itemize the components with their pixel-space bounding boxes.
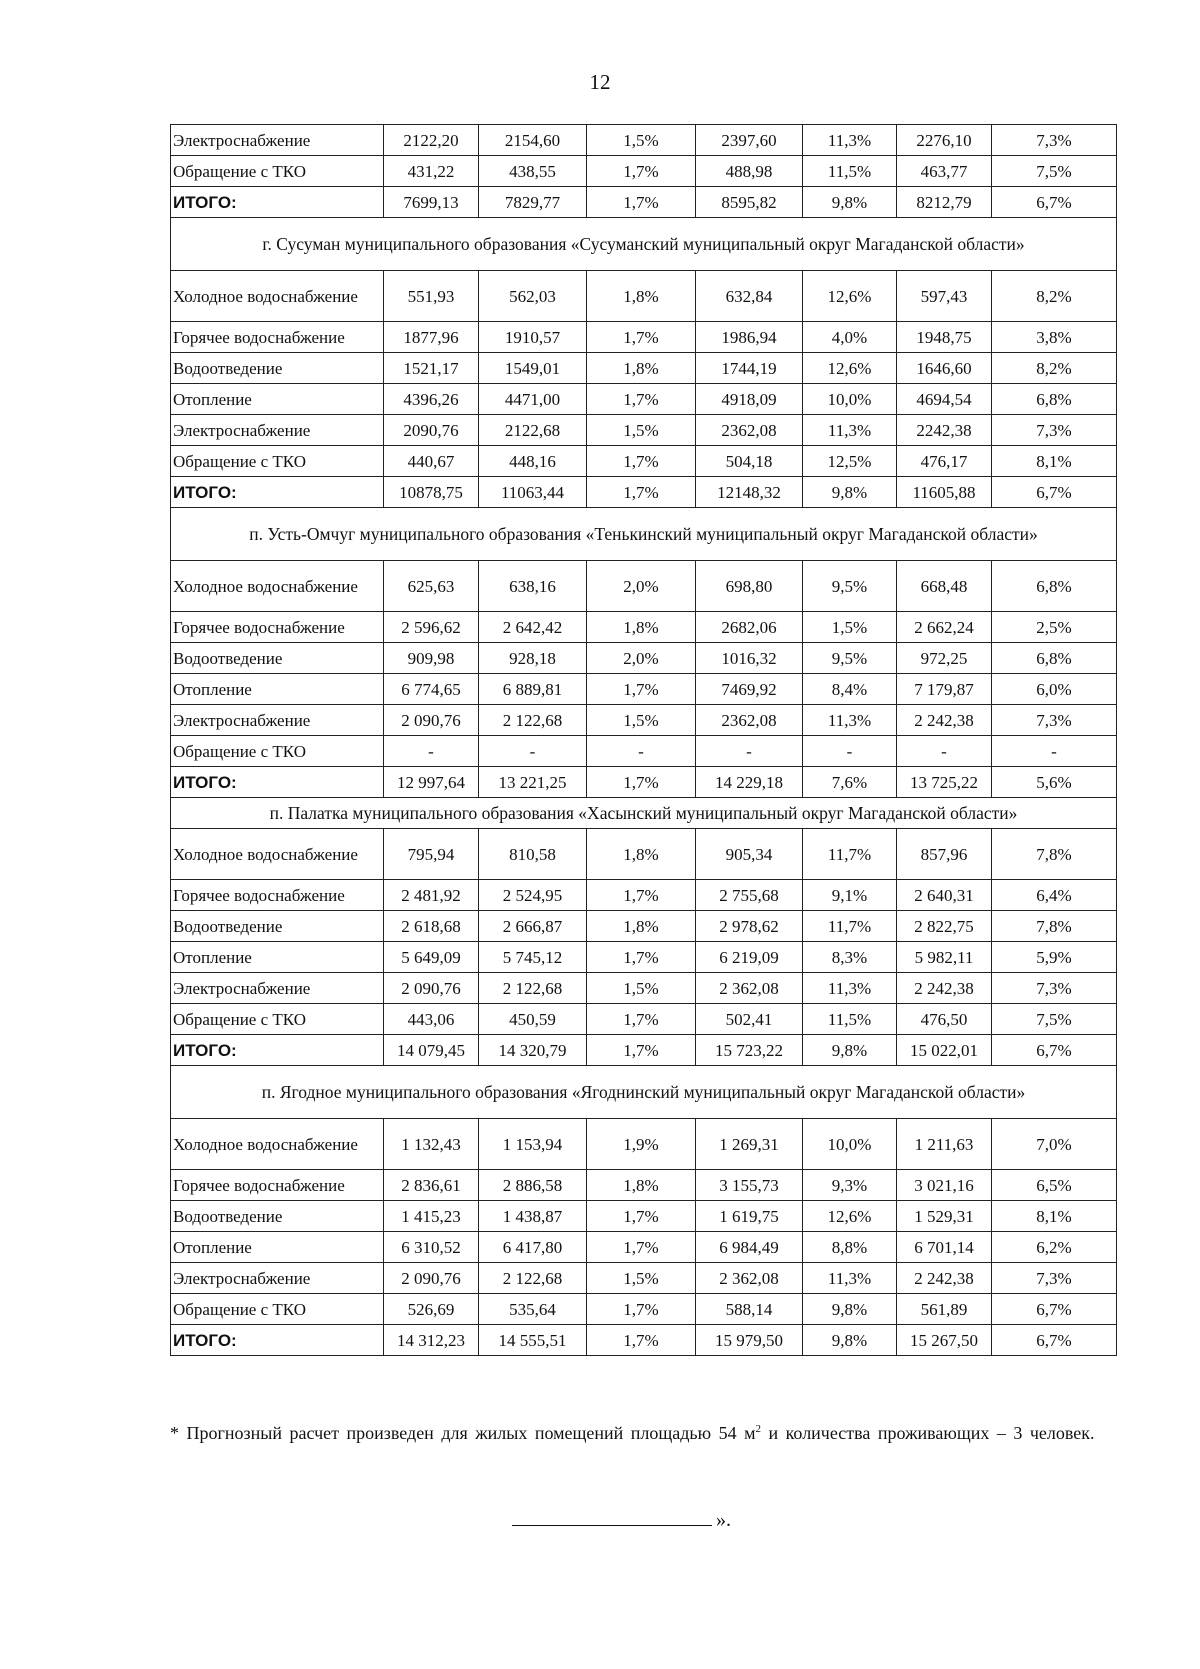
table-cell: 9,3% (803, 1170, 897, 1201)
table-cell: 9,8% (803, 187, 897, 218)
table-row (171, 1119, 1117, 1170)
table-cell: 1549,01 (479, 353, 587, 384)
table-cell: 2122,20 (384, 125, 479, 156)
table-cell: 2 978,62 (696, 911, 803, 942)
table-cell: 535,64 (479, 1294, 587, 1325)
service-name: Холодное водоснабжение (171, 271, 384, 322)
table-cell: 2090,76 (384, 415, 479, 446)
table-cell: 1,8% (587, 1170, 696, 1201)
service-name: Горячее водоснабжение (171, 1170, 384, 1201)
footnote-text: * Прогнозный расчет произведен для жилых помещений площадью 54 м (170, 1423, 756, 1443)
table-cell: 5,6% (992, 767, 1117, 798)
table-row (171, 705, 1117, 736)
table-cell: 504,18 (696, 446, 803, 477)
table-cell: 7699,13 (384, 187, 479, 218)
table-cell: 15 022,01 (897, 1035, 992, 1066)
section-header-row (171, 798, 1117, 829)
table-cell: 2 090,76 (384, 973, 479, 1004)
table-cell: - (384, 736, 479, 767)
table-cell: 9,5% (803, 561, 897, 612)
table-row (171, 880, 1117, 911)
table-cell: 597,43 (897, 271, 992, 322)
table-cell: 2 242,38 (897, 705, 992, 736)
table-cell: 11605,88 (897, 477, 992, 508)
table-cell: 6 219,09 (696, 942, 803, 973)
table-cell: 1,7% (587, 1201, 696, 1232)
table-cell: 1,5% (587, 973, 696, 1004)
footnote-superscript: 2 (755, 1423, 761, 1435)
table-cell: 8,3% (803, 942, 897, 973)
signature-line (512, 1525, 712, 1526)
table-cell: 6,8% (992, 384, 1117, 415)
table-cell: 1,7% (587, 767, 696, 798)
table-cell: 2 666,87 (479, 911, 587, 942)
closing-mark (512, 1509, 731, 1532)
table-row (171, 829, 1117, 880)
table-cell: 1,8% (587, 911, 696, 942)
table-cell: 2 662,24 (897, 612, 992, 643)
table-cell: 1,9% (587, 1119, 696, 1170)
table-cell: 1,7% (587, 1004, 696, 1035)
table-cell: 632,84 (696, 271, 803, 322)
table-cell: 2,0% (587, 643, 696, 674)
table-cell: 502,41 (696, 1004, 803, 1035)
table-cell: 2362,08 (696, 705, 803, 736)
table-cell: 8,4% (803, 674, 897, 705)
section-header-row (171, 508, 1117, 561)
table-cell: 6,7% (992, 1294, 1117, 1325)
table-cell: 1,5% (803, 612, 897, 643)
table-cell: 15 979,50 (696, 1325, 803, 1356)
table-cell: 1646,60 (897, 353, 992, 384)
section-title: п. Палатка муниципального образования «Хасынский муниципальный округ Магаданской области» (171, 798, 1117, 829)
table-cell: 6,4% (992, 880, 1117, 911)
table-row (171, 942, 1117, 973)
table-cell: - (992, 736, 1117, 767)
table-cell: 1,7% (587, 322, 696, 353)
table-cell: 2 836,61 (384, 1170, 479, 1201)
table-cell: 1,7% (587, 156, 696, 187)
table-cell: 14 320,79 (479, 1035, 587, 1066)
table-cell: 1,8% (587, 612, 696, 643)
table-row (171, 1263, 1117, 1294)
table-cell: 7829,77 (479, 187, 587, 218)
total-label: ИТОГО: (171, 1035, 384, 1066)
table-cell: 3 021,16 (897, 1170, 992, 1201)
table-row (171, 156, 1117, 187)
table-cell: 1 415,23 (384, 1201, 479, 1232)
table-cell: 6,0% (992, 674, 1117, 705)
service-name: Обращение с ТКО (171, 446, 384, 477)
table-cell: 1,7% (587, 1035, 696, 1066)
table-cell: 488,98 (696, 156, 803, 187)
table-cell: 9,8% (803, 477, 897, 508)
table-cell: 4471,00 (479, 384, 587, 415)
table-cell: 476,50 (897, 1004, 992, 1035)
table-cell: 810,58 (479, 829, 587, 880)
table-row (171, 384, 1117, 415)
table-cell: 1,8% (587, 829, 696, 880)
table-cell: 1,7% (587, 1294, 696, 1325)
table-cell: 10,0% (803, 384, 897, 415)
table-cell: 14 229,18 (696, 767, 803, 798)
table-cell: 14 312,23 (384, 1325, 479, 1356)
table-row (171, 973, 1117, 1004)
table-cell: 7,5% (992, 1004, 1117, 1035)
tariff-table (170, 124, 1117, 1356)
table-cell: 1,7% (587, 880, 696, 911)
section-title: п. Ягодное муниципального образования «Ягоднинский муниципальный округ Магаданской области» (171, 1066, 1117, 1119)
table-cell: 8595,82 (696, 187, 803, 218)
table-cell: - (696, 736, 803, 767)
table-cell: 2122,68 (479, 415, 587, 446)
table-cell: - (587, 736, 696, 767)
table-cell: 8,1% (992, 1201, 1117, 1232)
table-cell: 8,8% (803, 1232, 897, 1263)
table-cell: 1 153,94 (479, 1119, 587, 1170)
page-number: 12 (589, 70, 611, 94)
tariff-table-body (171, 125, 1117, 1356)
table-cell: 561,89 (897, 1294, 992, 1325)
table-cell: 1 132,43 (384, 1119, 479, 1170)
table-row (171, 1201, 1117, 1232)
service-name: Отопление (171, 384, 384, 415)
table-cell: 11,3% (803, 973, 897, 1004)
total-row (171, 767, 1117, 798)
table-row (171, 322, 1117, 353)
service-name: Электроснабжение (171, 1263, 384, 1294)
service-name: Обращение с ТКО (171, 736, 384, 767)
table-cell: 476,17 (897, 446, 992, 477)
table-cell: 1 619,75 (696, 1201, 803, 1232)
table-cell: 625,63 (384, 561, 479, 612)
table-cell: 15 267,50 (897, 1325, 992, 1356)
table-cell: 1,7% (587, 1325, 696, 1356)
table-cell: 3,8% (992, 322, 1117, 353)
table-cell: 448,16 (479, 446, 587, 477)
service-name: Электроснабжение (171, 973, 384, 1004)
table-cell: 1,5% (587, 1263, 696, 1294)
table-cell: 6,7% (992, 187, 1117, 218)
table-cell: 2 481,92 (384, 880, 479, 911)
table-cell: 1,8% (587, 271, 696, 322)
table-cell: 14 555,51 (479, 1325, 587, 1356)
table-cell: 2154,60 (479, 125, 587, 156)
table-cell: 638,16 (479, 561, 587, 612)
table-cell: 440,67 (384, 446, 479, 477)
table-cell: 668,48 (897, 561, 992, 612)
total-label: ИТОГО: (171, 477, 384, 508)
table-cell: 7,3% (992, 415, 1117, 446)
table-row (171, 612, 1117, 643)
table-cell: 14 079,45 (384, 1035, 479, 1066)
section-header-row (171, 1066, 1117, 1119)
table-cell: 2 822,75 (897, 911, 992, 942)
table-cell: 2 640,31 (897, 880, 992, 911)
table-cell: 2 122,68 (479, 705, 587, 736)
section-title: п. Усть-Омчуг муниципального образования «Тенькинский муниципальный округ Магаданской области» (171, 508, 1117, 561)
table-cell: 463,77 (897, 156, 992, 187)
table-cell: 15 723,22 (696, 1035, 803, 1066)
table-cell: 8,2% (992, 271, 1117, 322)
service-name: Горячее водоснабжение (171, 880, 384, 911)
service-name: Электроснабжение (171, 125, 384, 156)
table-cell: 2 090,76 (384, 1263, 479, 1294)
table-cell: 1,5% (587, 705, 696, 736)
table-cell: 8,2% (992, 353, 1117, 384)
table-cell: 1986,94 (696, 322, 803, 353)
service-name: Водоотведение (171, 911, 384, 942)
table-cell: 972,25 (897, 643, 992, 674)
total-row (171, 477, 1117, 508)
table-row (171, 561, 1117, 612)
table-cell: 8,1% (992, 446, 1117, 477)
closing-quote: ». (716, 1509, 731, 1531)
table-cell: 1,5% (587, 125, 696, 156)
table-cell: 9,8% (803, 1035, 897, 1066)
table-cell: 1,7% (587, 674, 696, 705)
table-cell: 795,94 (384, 829, 479, 880)
table-cell: 7,3% (992, 705, 1117, 736)
table-cell: 2,5% (992, 612, 1117, 643)
table-row (171, 446, 1117, 477)
table-cell: - (803, 736, 897, 767)
service-name: Горячее водоснабжение (171, 322, 384, 353)
table-cell: 2397,60 (696, 125, 803, 156)
service-name: Обращение с ТКО (171, 1294, 384, 1325)
table-cell: 7,5% (992, 156, 1117, 187)
table-cell: 2,0% (587, 561, 696, 612)
service-name: Холодное водоснабжение (171, 829, 384, 880)
service-name: Холодное водоснабжение (171, 561, 384, 612)
table-cell: 6 774,65 (384, 674, 479, 705)
table-cell: 5 745,12 (479, 942, 587, 973)
service-name: Электроснабжение (171, 415, 384, 446)
table-cell: 905,34 (696, 829, 803, 880)
table-cell: 2 242,38 (897, 973, 992, 1004)
total-label: ИТОГО: (171, 1325, 384, 1356)
table-cell: 2 122,68 (479, 1263, 587, 1294)
table-cell: 450,59 (479, 1004, 587, 1035)
section-title: г. Сусуман муниципального образования «Сусуманский муниципальный округ Магаданской области» (171, 218, 1117, 271)
table-cell: 7469,92 (696, 674, 803, 705)
table-cell: 3 155,73 (696, 1170, 803, 1201)
table-cell: 11,5% (803, 1004, 897, 1035)
service-name: Холодное водоснабжение (171, 1119, 384, 1170)
table-cell: 11,3% (803, 705, 897, 736)
table-cell: 6,7% (992, 477, 1117, 508)
table-cell: 10878,75 (384, 477, 479, 508)
table-cell: 11,3% (803, 415, 897, 446)
table-cell: 2276,10 (897, 125, 992, 156)
table-cell: 857,96 (897, 829, 992, 880)
table-cell: 9,1% (803, 880, 897, 911)
table-cell: 11,5% (803, 156, 897, 187)
table-row (171, 353, 1117, 384)
table-cell: 11,7% (803, 911, 897, 942)
table-cell: 6,5% (992, 1170, 1117, 1201)
table-cell: 12,6% (803, 271, 897, 322)
table-cell: 698,80 (696, 561, 803, 612)
table-row (171, 1232, 1117, 1263)
table-cell: 4396,26 (384, 384, 479, 415)
service-name: Водоотведение (171, 353, 384, 384)
table-cell: 12148,32 (696, 477, 803, 508)
table-cell: 2 122,68 (479, 973, 587, 1004)
table-cell: 9,8% (803, 1325, 897, 1356)
total-row (171, 187, 1117, 218)
table-cell: - (479, 736, 587, 767)
table-cell: 7,3% (992, 1263, 1117, 1294)
service-name: Обращение с ТКО (171, 156, 384, 187)
service-name: Отопление (171, 942, 384, 973)
table-cell: 1 438,87 (479, 1201, 587, 1232)
table-row (171, 643, 1117, 674)
table-cell: 1,7% (587, 942, 696, 973)
table-cell: 6,8% (992, 561, 1117, 612)
table-cell: 12,6% (803, 353, 897, 384)
table-cell: 12 997,64 (384, 767, 479, 798)
table-cell: 11,7% (803, 829, 897, 880)
table-cell: 5 649,09 (384, 942, 479, 973)
table-cell: 11,3% (803, 125, 897, 156)
table-cell: 1910,57 (479, 322, 587, 353)
footnote-text-end: и количества проживающих – 3 человек. (760, 1423, 1095, 1443)
table-cell: 1,5% (587, 415, 696, 446)
table-cell: 909,98 (384, 643, 479, 674)
total-label: ИТОГО: (171, 187, 384, 218)
table-cell: 6 889,81 (479, 674, 587, 705)
table-cell: 1,7% (587, 187, 696, 218)
table-cell: 12,6% (803, 1201, 897, 1232)
section-header-row (171, 218, 1117, 271)
table-cell: 4918,09 (696, 384, 803, 415)
table-cell: 7 179,87 (897, 674, 992, 705)
table-cell: 6,8% (992, 643, 1117, 674)
table-cell: 588,14 (696, 1294, 803, 1325)
table-cell: 1,7% (587, 446, 696, 477)
table-cell: 1,7% (587, 477, 696, 508)
table-cell: 2 362,08 (696, 973, 803, 1004)
total-row (171, 1035, 1117, 1066)
table-cell: 13 725,22 (897, 767, 992, 798)
table-cell: 2 524,95 (479, 880, 587, 911)
table-cell: 928,18 (479, 643, 587, 674)
footnote (170, 1416, 1116, 1447)
table-cell: 7,3% (992, 973, 1117, 1004)
table-cell: 2 362,08 (696, 1263, 803, 1294)
service-name: Отопление (171, 674, 384, 705)
table-row (171, 911, 1117, 942)
table-cell: 438,55 (479, 156, 587, 187)
table-cell: 1,7% (587, 384, 696, 415)
table-cell: 7,0% (992, 1119, 1117, 1170)
table-cell: 6 310,52 (384, 1232, 479, 1263)
table-cell: 2 755,68 (696, 880, 803, 911)
service-name: Водоотведение (171, 643, 384, 674)
table-cell: 12,5% (803, 446, 897, 477)
table-cell: 9,5% (803, 643, 897, 674)
table-cell: 1948,75 (897, 322, 992, 353)
table-cell: 1521,17 (384, 353, 479, 384)
table-row (171, 125, 1117, 156)
table-cell: 9,8% (803, 1294, 897, 1325)
table-cell: 1016,32 (696, 643, 803, 674)
table-row (171, 271, 1117, 322)
table-cell: 1 269,31 (696, 1119, 803, 1170)
table-cell: 2242,38 (897, 415, 992, 446)
table-cell: 13 221,25 (479, 767, 587, 798)
table-cell: 2 618,68 (384, 911, 479, 942)
table-cell: 2 090,76 (384, 705, 479, 736)
table-cell: 7,8% (992, 829, 1117, 880)
table-row (171, 1170, 1117, 1201)
service-name: Обращение с ТКО (171, 1004, 384, 1035)
service-name: Отопление (171, 1232, 384, 1263)
table-cell: 7,8% (992, 911, 1117, 942)
table-cell: 1 529,31 (897, 1201, 992, 1232)
table-cell: 10,0% (803, 1119, 897, 1170)
table-cell: 2682,06 (696, 612, 803, 643)
table-cell: 2362,08 (696, 415, 803, 446)
table-cell: 1,7% (587, 1232, 696, 1263)
table-cell: 4694,54 (897, 384, 992, 415)
table-cell: 6,2% (992, 1232, 1117, 1263)
table-cell: 1877,96 (384, 322, 479, 353)
table-cell: 2 596,62 (384, 612, 479, 643)
service-name: Электроснабжение (171, 705, 384, 736)
service-name: Горячее водоснабжение (171, 612, 384, 643)
table-cell: 431,22 (384, 156, 479, 187)
table-cell: 6,7% (992, 1325, 1117, 1356)
table-cell: 562,03 (479, 271, 587, 322)
table-cell: - (897, 736, 992, 767)
total-row (171, 1325, 1117, 1356)
table-cell: 2 242,38 (897, 1263, 992, 1294)
table-cell: 11063,44 (479, 477, 587, 508)
table-cell: 11,3% (803, 1263, 897, 1294)
table-cell: 6 701,14 (897, 1232, 992, 1263)
table-cell: 4,0% (803, 322, 897, 353)
table-cell: 1744,19 (696, 353, 803, 384)
total-label: ИТОГО: (171, 767, 384, 798)
table-row (171, 1004, 1117, 1035)
table-cell: 551,93 (384, 271, 479, 322)
table-row (171, 1294, 1117, 1325)
table-cell: 8212,79 (897, 187, 992, 218)
table-cell: 2 886,58 (479, 1170, 587, 1201)
table-row (171, 736, 1117, 767)
table-cell: 526,69 (384, 1294, 479, 1325)
table-cell: 5,9% (992, 942, 1117, 973)
table-cell: 6 417,80 (479, 1232, 587, 1263)
table-cell: 443,06 (384, 1004, 479, 1035)
table-row (171, 674, 1117, 705)
table-cell: 2 642,42 (479, 612, 587, 643)
table-cell: 5 982,11 (897, 942, 992, 973)
table-cell: 1 211,63 (897, 1119, 992, 1170)
table-cell: 6 984,49 (696, 1232, 803, 1263)
table-cell: 1,8% (587, 353, 696, 384)
table-cell: 7,6% (803, 767, 897, 798)
table-cell: 7,3% (992, 125, 1117, 156)
service-name: Водоотведение (171, 1201, 384, 1232)
table-row (171, 415, 1117, 446)
table-cell: 6,7% (992, 1035, 1117, 1066)
